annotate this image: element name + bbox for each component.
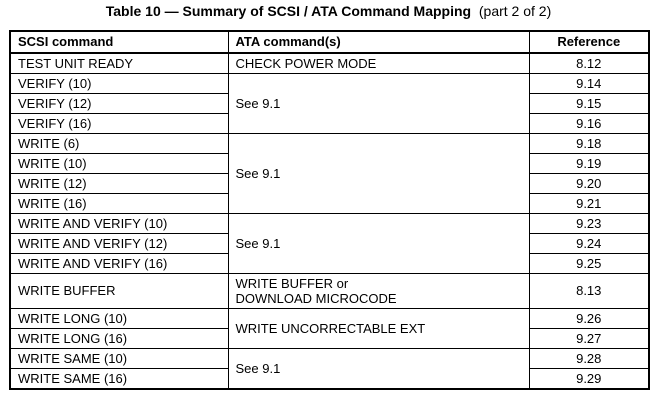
scsi-cell: WRITE (6) [10, 134, 228, 154]
reference-cell: 9.24 [529, 234, 649, 254]
reference-cell: 8.12 [529, 53, 649, 74]
scsi-cell: VERIFY (12) [10, 94, 228, 114]
ata-cell: See 9.1 [228, 349, 529, 390]
scsi-cell: WRITE AND VERIFY (16) [10, 254, 228, 274]
ata-cell [228, 274, 529, 309]
scsi-cell: WRITE (10) [10, 154, 228, 174]
scsi-cell: WRITE AND VERIFY (10) [10, 214, 228, 234]
caption-part: (part 2 of 2) [478, 3, 552, 19]
reference-cell: 9.25 [529, 254, 649, 274]
ata-cell: CHECK POWER MODE [228, 53, 529, 74]
scsi-cell: VERIFY (10) [10, 74, 228, 94]
table-caption [0, 2, 657, 20]
scsi-cell: WRITE AND VERIFY (12) [10, 234, 228, 254]
reference-cell: 9.28 [529, 349, 649, 369]
ata-cell: See 9.1 [228, 134, 529, 214]
ata-cell: See 9.1 [228, 74, 529, 134]
reference-cell: 9.23 [529, 214, 649, 234]
table-row [10, 349, 649, 369]
reference-cell: 8.13 [529, 274, 649, 309]
scsi-cell: WRITE LONG (16) [10, 329, 228, 349]
scsi-cell: WRITE LONG (10) [10, 309, 228, 329]
reference-cell: 9.27 [529, 329, 649, 349]
table-row [10, 214, 649, 234]
reference-cell: 9.16 [529, 114, 649, 134]
ata-cell-line: DOWNLOAD MICROCODE [235, 291, 397, 306]
scsi-cell: WRITE BUFFER [10, 274, 228, 309]
scsi-cell: WRITE (16) [10, 194, 228, 214]
reference-cell: 9.20 [529, 174, 649, 194]
table-row [10, 53, 649, 74]
reference-cell: 9.26 [529, 309, 649, 329]
reference-cell: 9.14 [529, 74, 649, 94]
table-row [10, 309, 649, 329]
header-row [10, 31, 649, 53]
scsi-cell: TEST UNIT READY [10, 53, 228, 74]
scsi-cell: VERIFY (16) [10, 114, 228, 134]
reference-cell: 9.15 [529, 94, 649, 114]
table-row [10, 74, 649, 94]
table-row [10, 274, 649, 309]
caption-title: Table 10 — Summary of SCSI / ATA Command Mapping [105, 3, 472, 19]
command-mapping-table [9, 30, 650, 390]
table-row [10, 134, 649, 154]
header-scsi-command: SCSI command [10, 31, 228, 53]
header-ata-commands: ATA command(s) [228, 31, 529, 53]
ata-cell-line: WRITE BUFFER or [235, 276, 349, 291]
scsi-cell: WRITE SAME (16) [10, 369, 228, 390]
reference-cell: 9.29 [529, 369, 649, 390]
reference-cell: 9.19 [529, 154, 649, 174]
scsi-cell: WRITE SAME (10) [10, 349, 228, 369]
reference-cell: 9.21 [529, 194, 649, 214]
ata-cell: WRITE UNCORRECTABLE EXT [228, 309, 529, 349]
ata-cell: See 9.1 [228, 214, 529, 274]
scsi-cell: WRITE (12) [10, 174, 228, 194]
reference-cell: 9.18 [529, 134, 649, 154]
header-reference: Reference [529, 31, 649, 53]
